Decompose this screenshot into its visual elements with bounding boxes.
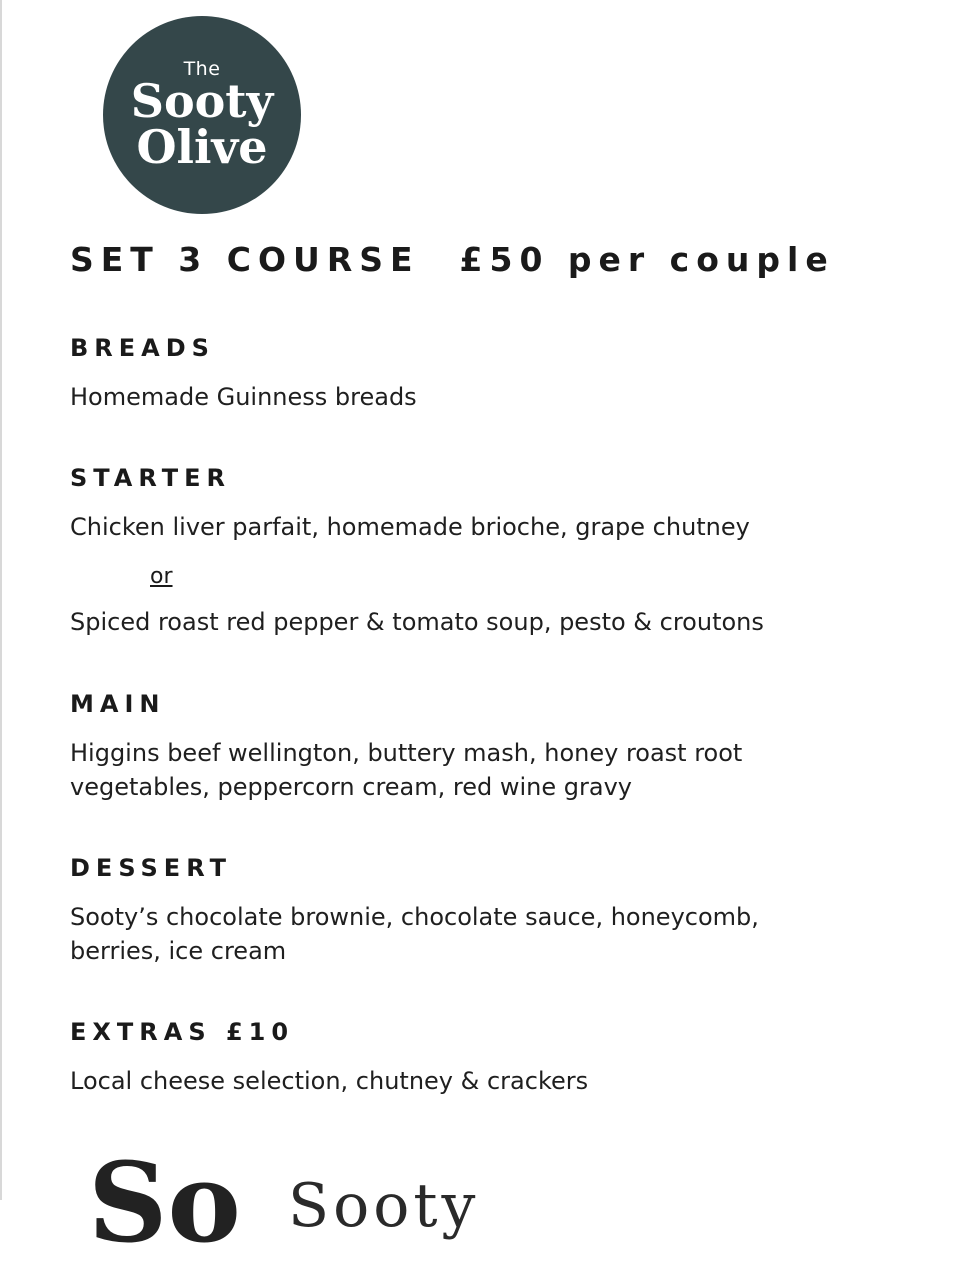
breads-item: Homemade Guinness breads: [70, 383, 417, 411]
starter-option-2: Spiced roast red pepper & tomato soup, pesto & croutons: [70, 608, 764, 636]
extras-heading: EXTRAS £10: [70, 1018, 295, 1046]
logo-sooty: Sooty: [130, 74, 274, 128]
sooty-olive-logo: [103, 16, 301, 214]
main-line-2: vegetables, peppercorn cream, red wine gravy: [70, 773, 632, 801]
menu-title-text: SET 3 COURSE: [70, 240, 420, 279]
starter-or-separator: or: [150, 564, 173, 589]
main-line-1: Higgins beef wellington, buttery mash, honey roast root: [70, 739, 743, 767]
footer-logo-wordmark: Sooty: [288, 1171, 480, 1241]
logo-olive: Olive: [136, 120, 268, 174]
extras-item: Local cheese selection, chutney & crackers: [70, 1067, 589, 1095]
logo-the: The: [183, 58, 221, 80]
dessert-heading: DESSERT: [70, 854, 232, 882]
dessert-line-1: Sooty’s chocolate brownie, chocolate sauce, honeycomb,: [70, 903, 759, 931]
footer-logo-mark: So: [88, 1138, 241, 1267]
page-edge: [0, 0, 2, 1200]
dessert-line-2: berries, ice cream: [70, 937, 287, 965]
starter-heading: STARTER: [70, 464, 232, 492]
starter-option-1: Chicken liver parfait, homemade brioche, grape chutney: [70, 513, 750, 541]
menu-price: £50 per couple: [459, 240, 835, 279]
main-heading: MAIN: [70, 690, 166, 718]
menu-title: [70, 240, 835, 279]
breads-heading: BREADS: [70, 334, 215, 362]
